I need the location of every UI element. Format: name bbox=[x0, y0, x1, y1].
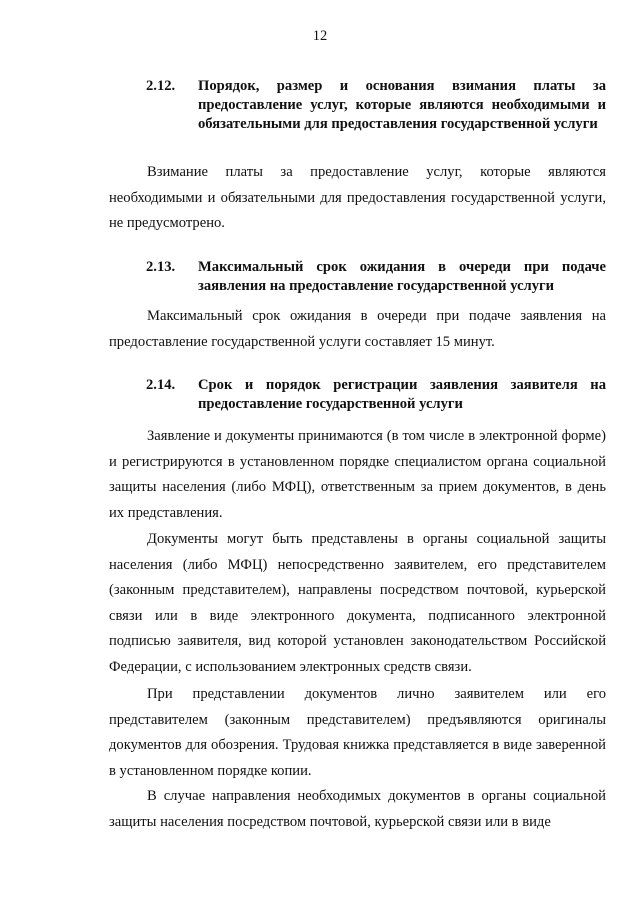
paragraph: Документы могут быть представлены в органы социальной защиты населения (либо МФЦ) непосредственно заявителем, его представителем (законным представителем), направлены посредством почтовой, курьерской связи или в виде электронного документа, подписанного электронной подписью заявителя, вид которой установлен законодательством Российской Федерации, с использованием электронных средств связи. bbox=[109, 531, 606, 675]
section-title: Срок и порядок регистрации заявления заявителя на предоставление государственной услуги bbox=[198, 377, 606, 412]
page-number: 12 bbox=[312, 28, 328, 44]
section-title: Порядок, размер и основания взимания платы за предоставление услуг, которые являются необходимыми и обязательными для предоставления государственной услуги bbox=[198, 78, 606, 132]
section-number: 2.14. bbox=[146, 377, 176, 393]
section-number: 2.12. bbox=[146, 78, 176, 94]
section-heading-2-14 bbox=[146, 376, 606, 414]
section-heading-2-13 bbox=[146, 258, 606, 296]
paragraph: Заявление и документы принимаются (в том числе в электронной форме) и регистрируются в установленном порядке специалистом органа социальной защиты населения (либо МФЦ), ответственным за прием документов, в день их представления. bbox=[109, 428, 606, 521]
paragraph: Максимальный срок ожидания в очереди при подаче заявления на предоставление государственной услуги составляет 15 минут. bbox=[109, 308, 606, 350]
paragraph: При представлении документов лично заявителем или его представителем (законным представителем) предъявляются оригиналы документов для обозрения. Трудовая книжка представляется в виде заверенной в установленном порядке копии. bbox=[109, 686, 606, 779]
section-heading-2-12 bbox=[146, 77, 606, 134]
section-number: 2.13. bbox=[146, 259, 176, 275]
paragraph: Взимание платы за предоставление услуг, которые являются необходимыми и обязательными для предоставления государственной услуги, не предусмотрено. bbox=[109, 164, 606, 231]
section-title: Максимальный срок ожидания в очереди при подаче заявления на предоставление государственной услуги bbox=[198, 259, 606, 294]
paragraph: В случае направления необходимых документов в органы социальной защиты населения посредством почтовой, курьерской связи или в виде bbox=[109, 788, 606, 830]
